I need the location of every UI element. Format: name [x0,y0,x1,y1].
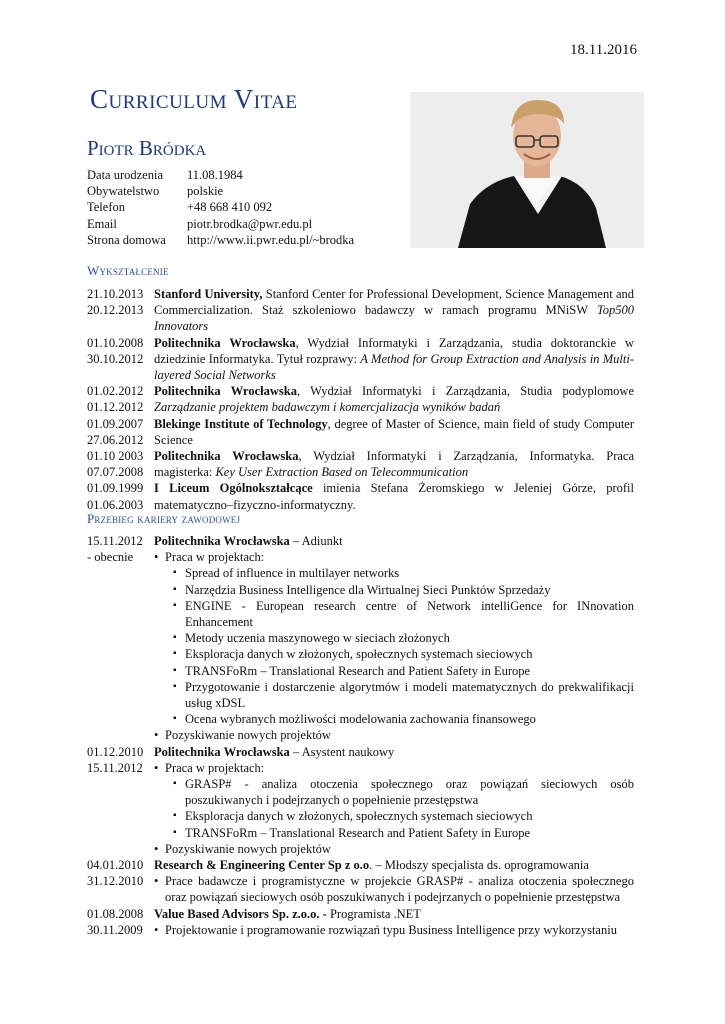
institution-name: I Liceum Ogólnokształcące [154,481,313,496]
employer-name: Research & Engineering Center Sp z o.o [154,858,370,873]
list-item [87,286,634,335]
bullet-text: Praca w projektach: [165,760,265,775]
entry-italic: Zarządzanie projektem badawczym i komercjalizacja wyników badań [154,400,501,415]
career-list [87,533,634,938]
info-row-birthdate [87,167,354,183]
section-heading-career: Przebieg kariery zawodowej [87,511,241,526]
date-to: 15.11.2012 [87,760,143,775]
bullet-item [154,549,634,727]
entry-text: , degree of Master of Science, main field of study Computer Science [154,416,635,447]
list-item [87,533,634,744]
job-role: . – Młodszy specjalista ds. oprogramowania [369,858,589,873]
date-to: 30.10.2012 [87,351,144,366]
institution-name: Politechnika Wrocławska [154,384,297,399]
job-description [154,857,634,906]
job-role: Programista .NET [326,906,421,921]
project-item: ▪ ENGINE - European research centre of Network intelliGence for INnovation Enhancement [165,598,634,630]
date-to: 07.07.2008 [87,465,144,480]
date-from: 01.10.2008 [87,335,144,350]
entry-text: imienia Stefana Żeromskiego w Jeleniej Górze, profil matematyczno–fizyczno-informatyczny. [154,481,634,512]
job-bullets [154,873,634,905]
info-row-homepage [87,232,354,248]
entry-description [154,286,634,335]
date-range [87,533,154,744]
date-from: 15.11.2012 [87,534,143,548]
bullet-item: • Pozyskiwanie nowych projektów [154,841,634,857]
project-list [165,776,634,841]
list-item [87,416,634,448]
entry-description [154,480,634,512]
cv-title: Curriculum Vitae [90,84,298,114]
person-name: Piotr Bródka [87,136,207,160]
date-to: 30.11.2009 [87,922,143,937]
info-value: http://www.ii.pwr.edu.pl/~brodka [187,232,355,247]
entry-text: , Wydział Informatyki i Zarządzania, Informatyka. Praca magisterka: [154,449,635,480]
bullet-item: • Projektowanie i programowanie rozwiązań typu Business Intelligence przy wykorzystaniu [154,922,634,938]
info-row-email [87,216,354,232]
list-item [87,906,634,938]
job-description [154,906,634,938]
date-to: 27.06.2012 [87,432,144,447]
project-item: ▪ Eksploracja danych w złożonych, społecznych systemach sieciowych [165,646,634,662]
institution-name: Stanford University, [154,287,263,301]
entry-italic: Key User Extraction Based on Telecommunication [215,465,469,480]
document-date: 18.11.2016 [570,42,637,58]
date-to: - obecnie [87,550,134,565]
job-role: – Adiunkt [289,534,343,548]
entry-italic: Top500 Innovators [154,303,634,334]
entry-description [154,416,634,448]
date-from: 01.12.2010 [87,744,144,759]
info-value: +48 668 410 092 [187,200,273,215]
list-item [87,857,634,906]
bullet-item: • Prace badawcze i programistyczne w projekcie GRASP# - analiza otoczenia społecznego oraz powiązań sieciowych osób poszukiwanych i podejrzanych o popełnienie przestępstwa [154,873,634,905]
date-to: 20.12.2013 [87,303,144,318]
info-label: Data urodzenia [87,168,164,182]
entry-italic: A Method for Group Extraction and Analysis in Multi-layered Social Networks [154,351,634,383]
bullet-item: • Pozyskiwanie nowych projektów [154,727,634,743]
project-item: ▪ Spread of influence in multilayer networks [165,565,634,581]
job-bullets [154,760,634,857]
info-value: 11.08.1984 [187,168,243,182]
employer-name: Politechnika Wrocławska [154,534,290,548]
employer-name: Politechnika Wrocławska [154,744,290,759]
info-value: polskie [187,184,224,199]
entry-text: , Wydział Informatyki i Zarządzania, Studia podyplomowe [296,384,634,399]
date-from: 04.01.2010 [87,858,144,873]
project-item: ▪ TRANSFoRm – Translational Research and Patient Safety in Europe [165,663,634,679]
date-from: 01.09.1999 [87,481,144,496]
project-item: ▪ TRANSFoRm – Translational Research and Patient Safety in Europe [165,825,634,841]
info-row-citizenship [87,183,354,199]
entry-description [154,335,634,384]
date-range [87,383,154,415]
date-from: 01.08.2008 [87,906,144,921]
list-item [87,383,634,415]
date-from: 01.09.2007 [87,416,144,431]
date-range [87,744,154,857]
date-from: 01.10 2003 [87,449,144,464]
project-list [165,565,634,727]
date-from: 21.10.2013 [87,287,144,301]
education-list [87,286,634,513]
job-bullets [154,922,634,938]
date-range [87,286,154,335]
date-to: 31.12.2010 [87,874,144,889]
institution-name: Politechnika Wrocławska [154,335,296,350]
entry-text: , Wydział Informatyki i Zarządzania, studia doktoranckie w dziedzinie Informatyka. Tytuł rozprawy: [154,335,634,366]
list-item [87,480,634,512]
info-label: Telefon [87,200,125,215]
entry-description [154,383,634,415]
portrait-photo [410,92,644,248]
info-label: Obywatelstwo [87,184,160,199]
date-from: 01.02.2012 [87,384,144,399]
date-range [87,335,154,384]
job-bullets [154,549,634,743]
employer-name: Value Based Advisors Sp. z.o.o. - [154,906,327,921]
entry-description [154,448,634,480]
date-range [87,416,154,448]
project-item: ▪ Narzędzia Business Intelligence dla Wirtualnej Sieci Punktów Sprzedaży [165,582,634,598]
bullet-item [154,760,634,841]
section-heading-education: Wykształcenie [87,263,169,278]
personal-info [87,167,354,248]
info-label: Email [87,216,117,231]
info-label: Strona domowa [87,232,166,247]
project-item: ▪ Eksploracja danych w złożonych, społecznych systemach sieciowych [165,808,634,824]
project-item: ▪ Ocena wybranych możliwości modelowania zachowania finansowego [165,711,634,727]
info-row-phone [87,199,354,215]
project-item: ▪ Przygotowanie i dostarczenie algorytmów i modeli matematycznych do prekwalifikacji usług xDSL [165,679,634,711]
institution-name: Politechnika Wrocławska [154,449,299,464]
list-item [87,448,634,480]
project-item: ▪ GRASP# - analiza otoczenia społecznego oraz powiązań sieciowych osób poszukiwanych i podejrzanych o popełnienie przestępstwa [165,776,634,808]
date-range [87,857,154,906]
info-value: piotr.brodka@pwr.edu.pl [187,216,313,231]
list-item [87,744,634,857]
list-item [87,335,634,384]
bullet-text: Praca w projektach: [165,550,265,565]
date-to: 01.06.2003 [87,497,144,512]
date-to: 01.12.2012 [87,400,144,415]
entry-text: Stanford Center for Professional Development, Science Management and Commercialization. Staż szkoleniowo badawczy w ramach programu MNiSW [154,287,634,318]
job-description [154,533,634,744]
project-item: ▪ Metody uczenia maszynowego w sieciach złożonych [165,630,634,646]
date-range [87,480,154,512]
job-description [154,744,634,857]
date-range [87,906,154,938]
date-range [87,448,154,480]
job-role: – Asystent naukowy [289,744,395,759]
institution-name: Blekinge Institute of Technology [154,416,328,431]
